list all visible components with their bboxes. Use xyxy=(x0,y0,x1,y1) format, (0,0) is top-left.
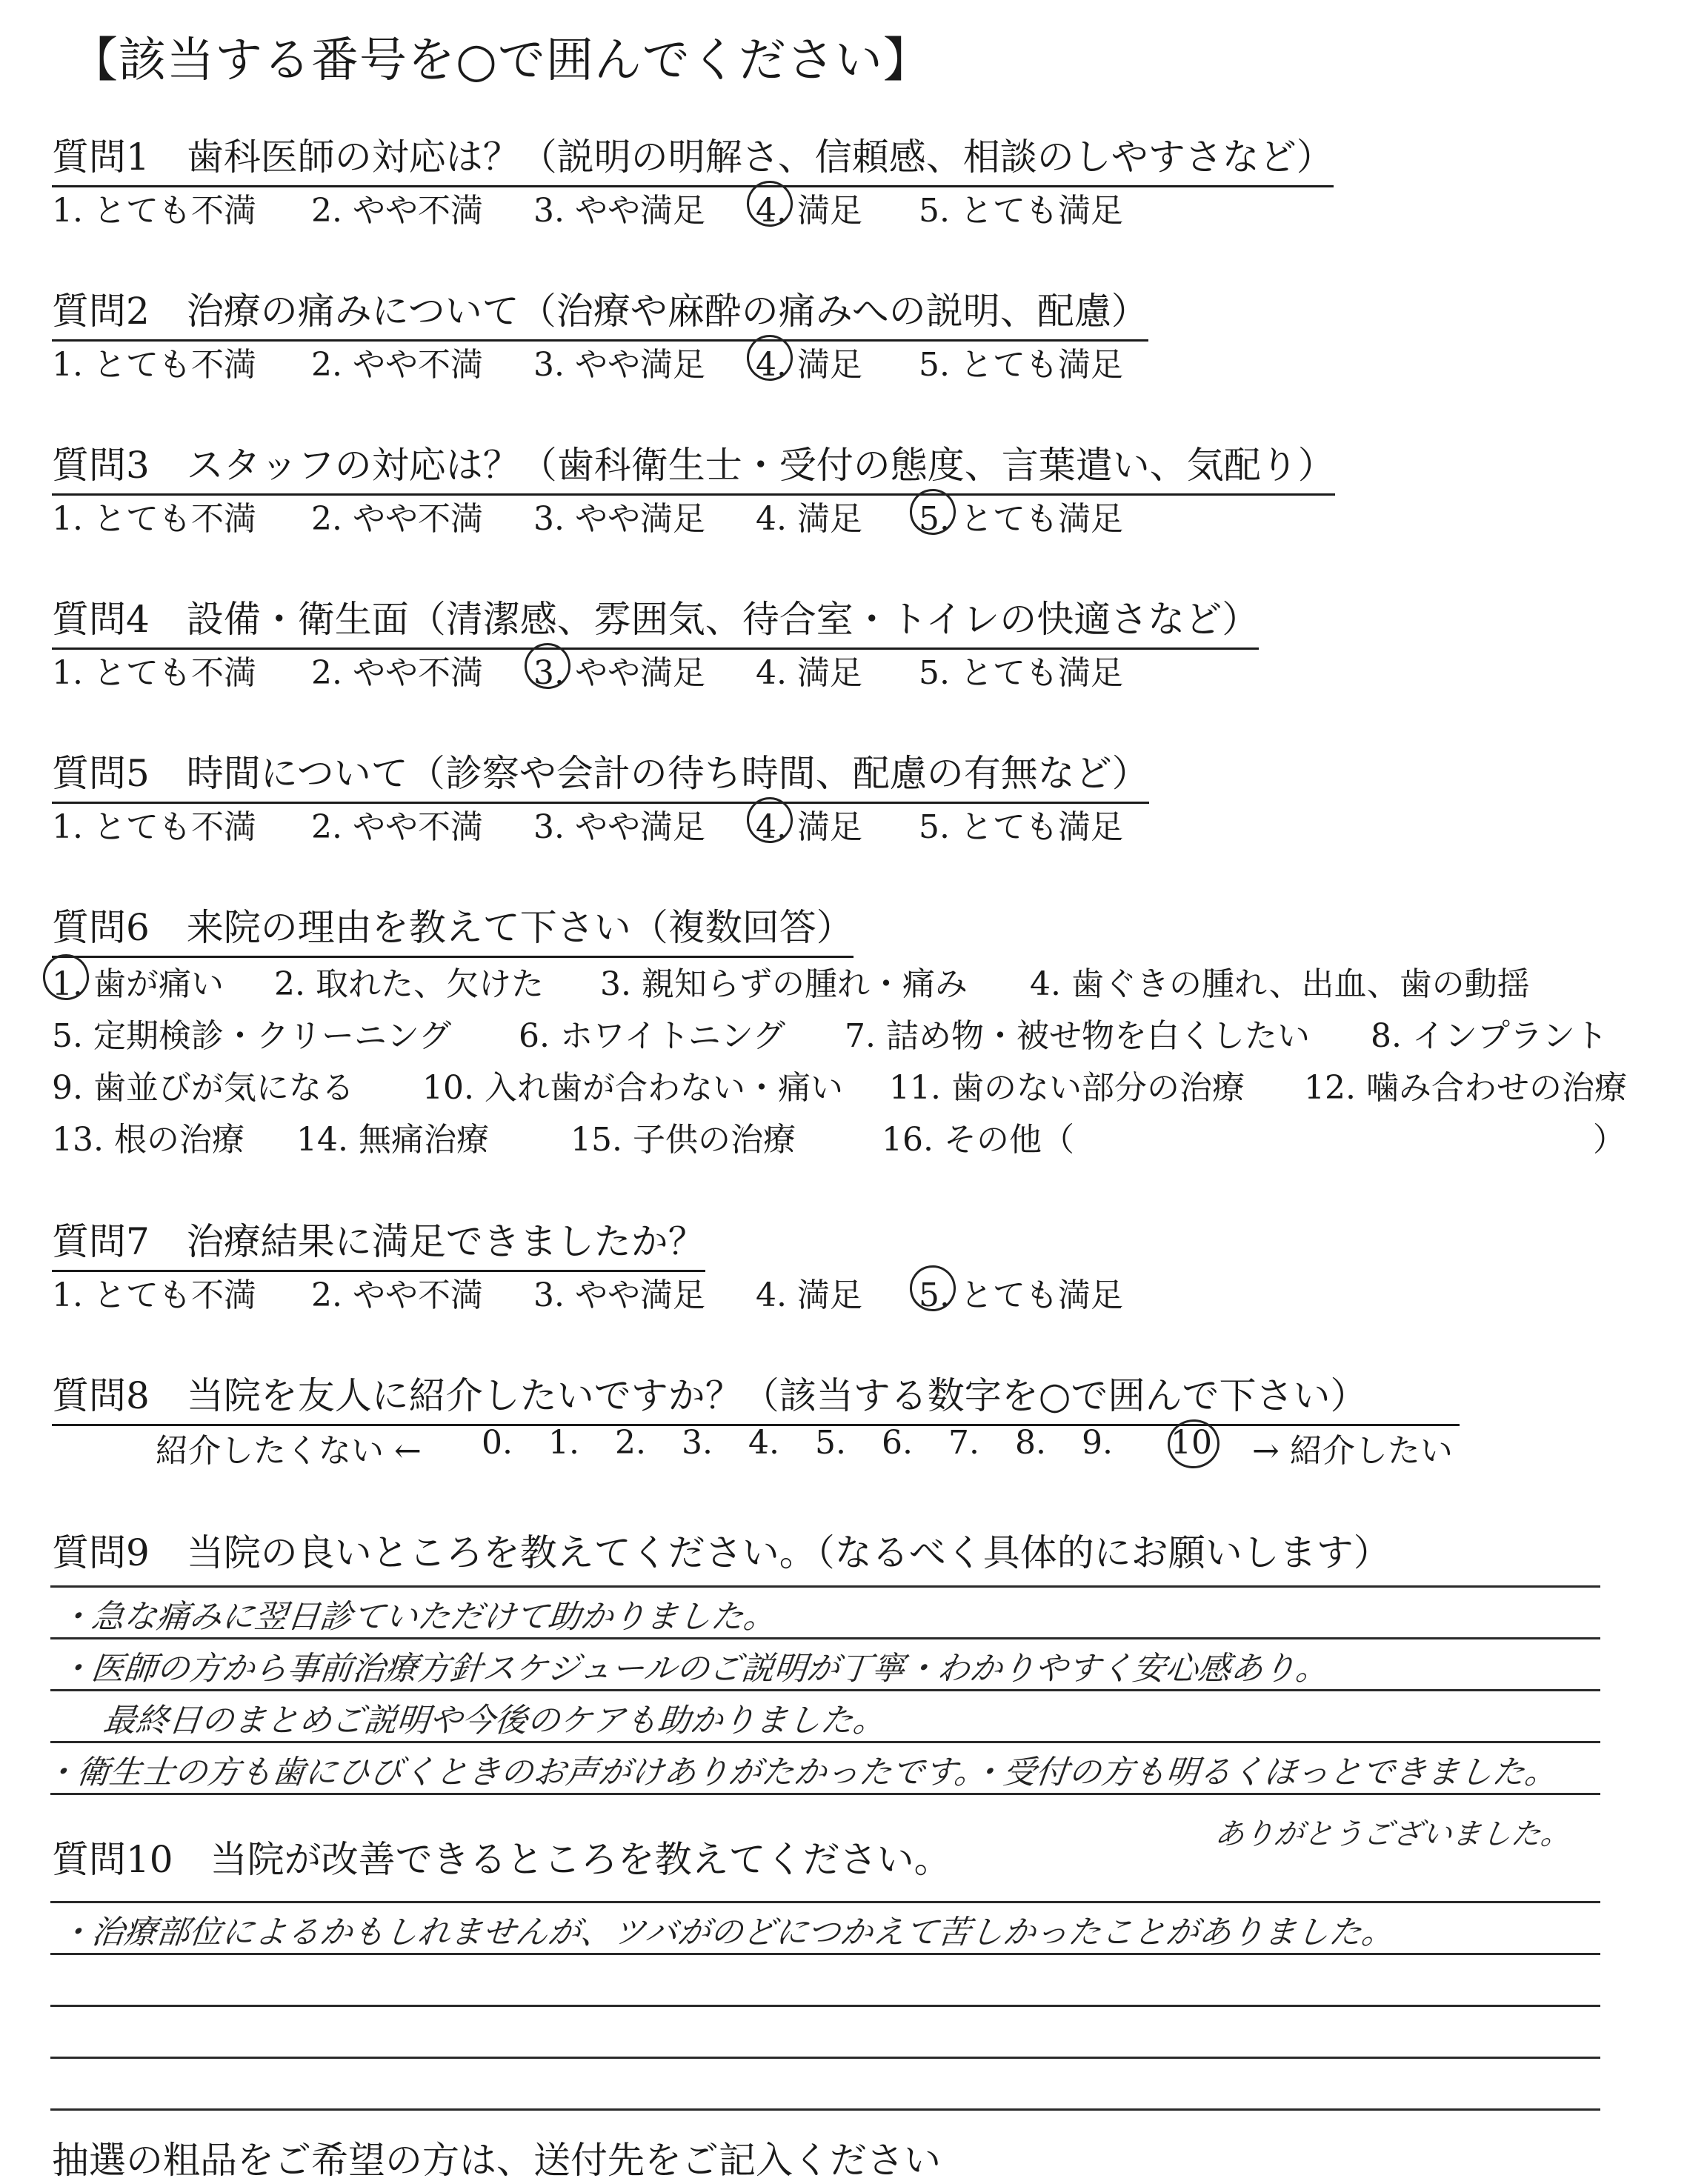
q4-option-1[interactable]: 1. とても不満 xyxy=(52,654,256,692)
question-9-title: 質問9 当院の良いところを教えてください。（なるべく具体的にお願いします） xyxy=(52,1531,1391,1574)
q6-other-close-paren: ） xyxy=(1593,1121,1626,1159)
q8-score-0[interactable]: 0. xyxy=(482,1424,513,1462)
q6-option-6[interactable]: 6. ホワイトニング xyxy=(519,1017,786,1055)
question-1-options xyxy=(52,184,1237,228)
q10-answer-line-3 xyxy=(50,2005,1600,2007)
q9-answer-1: ・急な痛みに翌日診ていただけて助かりました。 xyxy=(56,1598,779,1636)
q10-answer-1: ・治療部位によるかもしれませんが、ツバがのどにつかえて苦しかったことがありました。 xyxy=(56,1914,1397,1951)
question-2-title: 質問2 治療の痛みについて（治療や麻酔の痛みへの説明、配慮） xyxy=(52,282,1148,342)
q10-answer-line-1 xyxy=(50,1901,1600,1903)
q6-option-5[interactable]: 5. 定期検診・クリーニング xyxy=(52,1017,452,1055)
q7-option-3[interactable]: 3. やや満足 xyxy=(533,1276,705,1314)
q6-option-16[interactable]: 16. その他（ xyxy=(882,1121,1074,1159)
question-10-title: 質問10 当院が改善できるところを教えてください。 xyxy=(52,1838,951,1881)
q9-answer-4: ・衛生士の方も歯にひびくときのお声がけありがたかったです。・受付の方も明るくほっとできました。 xyxy=(41,1754,1560,1791)
q7-option-2[interactable]: 2. やや不満 xyxy=(311,1276,483,1314)
q1-option-5[interactable]: 5. とても満足 xyxy=(919,192,1123,230)
q8-score-5[interactable]: 5. xyxy=(815,1424,846,1462)
q6-option-3[interactable]: 3. 親知らずの腫れ・痛み xyxy=(600,965,968,1003)
q10-answer-line-2 xyxy=(50,1953,1600,1955)
q5-option-2[interactable]: 2. やや不満 xyxy=(311,808,483,846)
q8-score-2[interactable]: 2. xyxy=(615,1424,646,1462)
q9-answer-line-5 xyxy=(50,1793,1600,1795)
q9-answer-line-4 xyxy=(50,1741,1600,1743)
question-5-title: 質問5 時間について（診察や会計の待ち時間、配慮の有無など） xyxy=(52,744,1149,804)
q9-answer-2: ・医師の方から事前治療方針スケジュールのご説明が丁寧・わかりやすく安心感あり。 xyxy=(56,1650,1331,1688)
q7-option-5[interactable]: 5. とても満足 xyxy=(919,1276,1123,1314)
q7-option-1[interactable]: 1. とても不満 xyxy=(52,1276,256,1314)
q6-option-14[interactable]: 14. 無痛治療 xyxy=(296,1121,489,1159)
q8-right-label: → 紹介したい xyxy=(1252,1432,1453,1470)
q8-score-10[interactable]: 10 xyxy=(1171,1424,1212,1462)
q5-option-3[interactable]: 3. やや満足 xyxy=(533,808,705,846)
question-6-row-4 xyxy=(52,1113,1652,1157)
q6-option-13[interactable]: 13. 根の治療 xyxy=(52,1121,244,1159)
q2-option-4[interactable]: 4. 満足 xyxy=(756,346,862,384)
question-7-options xyxy=(52,1268,1237,1313)
question-4-title: 質問4 設備・衛生面（清潔感、雰囲気、待合室・トイレの快適さなど） xyxy=(52,590,1259,650)
question-6-row-3 xyxy=(52,1061,1652,1105)
q1-option-3[interactable]: 3. やや満足 xyxy=(533,192,705,230)
q6-option-9[interactable]: 9. 歯並びが気になる xyxy=(52,1069,354,1107)
q4-option-2[interactable]: 2. やや不満 xyxy=(311,654,483,692)
q9-answer-line-3 xyxy=(50,1689,1600,1691)
q8-left-label: 紹介したくない ← xyxy=(156,1432,422,1470)
q7-option-4[interactable]: 4. 満足 xyxy=(756,1276,862,1314)
q3-option-2[interactable]: 2. やや不満 xyxy=(311,500,483,538)
q2-option-5[interactable]: 5. とても満足 xyxy=(919,346,1123,384)
question-8-title: 質問8 当院を友人に紹介したいですか？（該当する数字を○で囲んで下さい） xyxy=(52,1366,1460,1426)
q4-option-5[interactable]: 5. とても満足 xyxy=(919,654,1123,692)
q2-option-1[interactable]: 1. とても不満 xyxy=(52,346,256,384)
q10-answer-line-4 xyxy=(50,2057,1600,2059)
q6-option-1[interactable]: 1. 歯が痛い xyxy=(52,965,224,1003)
q6-option-15[interactable]: 15. 子供の治療 xyxy=(570,1121,796,1159)
q8-score-7[interactable]: 7. xyxy=(948,1424,979,1462)
q6-option-8[interactable]: 8. インプラント xyxy=(1371,1017,1608,1055)
q9-answer-line-1 xyxy=(50,1585,1600,1588)
footer-prize-note: 抽選の粗品をご希望の方は、送付先をご記入ください xyxy=(52,2139,941,2182)
q8-score-8[interactable]: 8. xyxy=(1015,1424,1046,1462)
q5-option-1[interactable]: 1. とても不満 xyxy=(52,808,256,846)
q10-answer-line-5 xyxy=(50,2108,1600,2111)
q6-option-10[interactable]: 10. 入れ歯が合わない・痛い xyxy=(422,1069,843,1107)
q3-option-3[interactable]: 3. やや満足 xyxy=(533,500,705,538)
form-header: 【該当する番号を○で囲んでください】 xyxy=(70,33,931,88)
question-4-options xyxy=(52,646,1237,690)
q6-option-7[interactable]: 7. 詰め物・被せ物を白くしたい xyxy=(845,1017,1310,1055)
q2-option-3[interactable]: 3. やや満足 xyxy=(533,346,705,384)
q5-option-5[interactable]: 5. とても満足 xyxy=(919,808,1123,846)
q9-answer-3: 最終日のまとめご説明や今後のケアも助かりました。 xyxy=(101,1702,888,1739)
question-2-options xyxy=(52,338,1237,382)
q6-option-12[interactable]: 12. 噛み合わせの治療 xyxy=(1304,1069,1627,1107)
q6-option-2[interactable]: 2. 取れた、欠けた xyxy=(274,965,544,1003)
q8-score-6[interactable]: 6. xyxy=(882,1424,913,1462)
question-3-title: 質問3 スタッフの対応は？（歯科衛生士・受付の態度、言葉遣い、気配り） xyxy=(52,436,1335,496)
q1-option-4[interactable]: 4. 満足 xyxy=(756,192,862,230)
question-8-scale xyxy=(156,1424,1489,1468)
question-7-title: 質問7 治療結果に満足できましたか？ xyxy=(52,1212,705,1272)
q6-option-4[interactable]: 4. 歯ぐきの腫れ、出血、歯の動揺 xyxy=(1030,965,1530,1003)
q3-option-4[interactable]: 4. 満足 xyxy=(756,500,862,538)
q3-option-5[interactable]: 5. とても満足 xyxy=(919,500,1123,538)
q9-answer-5: ありがとうございました。 xyxy=(1213,1817,1573,1851)
question-6-row-1 xyxy=(52,957,1652,1002)
q1-option-1[interactable]: 1. とても不満 xyxy=(52,192,256,230)
q8-score-1[interactable]: 1. xyxy=(548,1424,579,1462)
q4-option-4[interactable]: 4. 満足 xyxy=(756,654,862,692)
q9-answer-line-2 xyxy=(50,1637,1600,1639)
q1-option-2[interactable]: 2. やや不満 xyxy=(311,192,483,230)
q6-option-11[interactable]: 11. 歯のない部分の治療 xyxy=(889,1069,1245,1107)
q2-option-2[interactable]: 2. やや不満 xyxy=(311,346,483,384)
question-3-options xyxy=(52,492,1237,536)
q8-score-9[interactable]: 9. xyxy=(1082,1424,1113,1462)
question-6-title: 質問6 来院の理由を教えて下さい（複数回答） xyxy=(52,898,854,958)
q8-score-4[interactable]: 4. xyxy=(748,1424,779,1462)
question-5-options xyxy=(52,800,1237,845)
question-6-row-2 xyxy=(52,1009,1652,1053)
question-1-title: 質問1 歯科医師の対応は？（説明の明解さ、信頼感、相談のしやすさなど） xyxy=(52,127,1334,187)
q8-score-3[interactable]: 3. xyxy=(682,1424,713,1462)
q4-option-3[interactable]: 3. やや満足 xyxy=(533,654,705,692)
q5-option-4[interactable]: 4. 満足 xyxy=(756,808,862,846)
q3-option-1[interactable]: 1. とても不満 xyxy=(52,500,256,538)
